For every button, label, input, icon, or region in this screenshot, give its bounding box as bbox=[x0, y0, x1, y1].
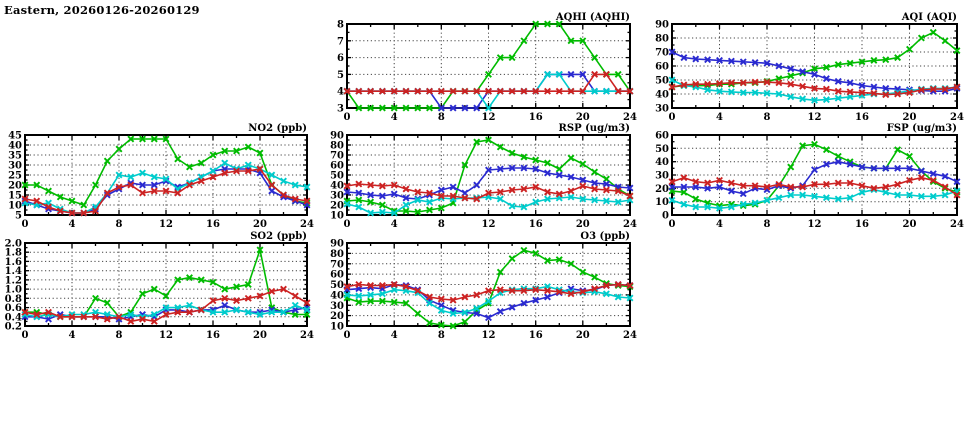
o3-y-tick-label: 50 bbox=[330, 280, 344, 291]
rsp-series-green bbox=[344, 137, 633, 215]
rsp-y-tick-label: 10 bbox=[330, 210, 344, 222]
so2-y-tick-label: 1.4 bbox=[4, 266, 22, 278]
no2-chart-canvas bbox=[1, 120, 317, 243]
so2-y-tick-label: 0.8 bbox=[4, 293, 22, 305]
no2-x-tick-label: 24 bbox=[300, 219, 314, 230]
fsp-x-tick-label: 24 bbox=[950, 219, 964, 230]
fsp-y-tick-label: 60 bbox=[655, 130, 669, 142]
so2-chart bbox=[1, 228, 317, 354]
so2-y-tick-label: 2.0 bbox=[4, 238, 22, 250]
no2-y-tick-label: 25 bbox=[8, 170, 22, 182]
rsp-chart bbox=[323, 120, 640, 243]
no2-y-tick-label: 15 bbox=[8, 190, 22, 202]
rsp-x-tick-label: 4 bbox=[390, 219, 398, 230]
aqi-y-tick-label: 60 bbox=[655, 61, 669, 73]
aqhi-y-tick-label: 8 bbox=[337, 19, 344, 31]
rsp-x-tick-label: 16 bbox=[528, 219, 543, 230]
so2-y-tick-label: 1.8 bbox=[4, 247, 22, 259]
no2-y-tick-label: 30 bbox=[8, 160, 22, 172]
o3-markers-cyan bbox=[344, 284, 633, 317]
fsp-series-cyan bbox=[669, 187, 960, 211]
so2-y-tick-label: 1.2 bbox=[4, 275, 22, 287]
aqi-x-tick-label: 16 bbox=[855, 112, 869, 123]
aqhi-x-tick-label: 20 bbox=[575, 112, 590, 123]
fsp-y-tick-label: 40 bbox=[655, 157, 669, 169]
no2-y-tick-label: 35 bbox=[8, 150, 22, 162]
aqhi-x-tick-label: 24 bbox=[623, 112, 637, 123]
o3-y-tick-label: 60 bbox=[330, 269, 344, 281]
rsp-y-tick-label: 60 bbox=[330, 160, 344, 172]
fsp-y-tick-label: 30 bbox=[655, 170, 669, 182]
aqhi-chart-title: AQHI (AQHI) bbox=[555, 12, 630, 23]
aqi-x-tick-label: 24 bbox=[950, 112, 964, 123]
aqi-y-tick-label: 50 bbox=[655, 75, 669, 87]
aqi-y-tick-label: 80 bbox=[655, 33, 669, 45]
so2-chart-canvas bbox=[1, 228, 317, 354]
o3-series-cyan bbox=[344, 284, 633, 317]
so2-x-tick-label: 0 bbox=[21, 330, 29, 341]
aqi-y-tick-label: 70 bbox=[655, 47, 669, 59]
aqhi-x-tick-label: 8 bbox=[437, 112, 445, 123]
so2-x-tick-label: 20 bbox=[253, 330, 267, 341]
no2-y-tick-label: 40 bbox=[8, 140, 22, 152]
so2-chart-title: SO2 (ppb) bbox=[250, 231, 307, 242]
o3-x-tick-label: 4 bbox=[390, 330, 398, 341]
rsp-chart-canvas bbox=[323, 120, 640, 243]
no2-x-tick-label: 16 bbox=[206, 219, 220, 230]
fsp-x-tick-label: 0 bbox=[668, 219, 676, 230]
o3-y-tick-label: 70 bbox=[330, 259, 344, 271]
aqhi-x-tick-label: 4 bbox=[390, 112, 398, 123]
no2-markers-cyan bbox=[22, 160, 310, 216]
o3-y-tick-label: 30 bbox=[330, 300, 344, 312]
aqhi-x-tick-label: 12 bbox=[481, 112, 496, 123]
so2-y-tick-label: 1.0 bbox=[4, 284, 22, 296]
fsp-gridlines bbox=[673, 136, 956, 214]
no2-x-tick-label: 20 bbox=[253, 219, 267, 230]
o3-x-tick-label: 12 bbox=[481, 330, 496, 341]
aqi-x-tick-label: 12 bbox=[807, 112, 822, 123]
no2-x-tick-label: 4 bbox=[68, 219, 76, 230]
aqi-y-tick-label: 90 bbox=[655, 19, 669, 31]
page-title: Eastern, 20260126-20260129 bbox=[4, 3, 200, 17]
fsp-chart-title: FSP (ug/m3) bbox=[886, 123, 957, 134]
o3-y-tick-label: 80 bbox=[330, 248, 344, 260]
o3-chart-canvas bbox=[323, 228, 640, 354]
so2-y-tick-label: 0.6 bbox=[4, 303, 22, 315]
aqhi-y-tick-label: 5 bbox=[337, 69, 344, 81]
rsp-x-tick-label: 8 bbox=[437, 219, 445, 230]
rsp-x-tick-label: 12 bbox=[481, 219, 496, 230]
aqi-y-tick-label: 30 bbox=[655, 103, 669, 115]
aqhi-y-tick-label: 4 bbox=[337, 86, 344, 98]
aqi-chart-canvas bbox=[648, 9, 967, 136]
rsp-markers-green bbox=[344, 137, 633, 215]
fsp-y-tick-label: 50 bbox=[655, 143, 669, 155]
fsp-y-tick-label: 10 bbox=[655, 197, 669, 209]
rsp-y-tick-label: 20 bbox=[330, 200, 344, 212]
fsp-y-tick-label: 20 bbox=[655, 183, 669, 195]
so2-x-tick-label: 4 bbox=[68, 330, 76, 341]
no2-y-tick-label: 45 bbox=[8, 130, 22, 142]
rsp-x-tick-label: 20 bbox=[575, 219, 590, 230]
aqhi-x-tick-label: 0 bbox=[343, 112, 351, 123]
o3-x-tick-label: 20 bbox=[575, 330, 590, 341]
no2-x-tick-label: 0 bbox=[21, 219, 29, 230]
no2-x-tick-label: 12 bbox=[159, 219, 173, 230]
so2-y-tick-label: 0.4 bbox=[4, 312, 22, 324]
aqi-gridlines bbox=[673, 25, 956, 107]
aqi-y-tick-label: 40 bbox=[655, 89, 669, 101]
fsp-x-tick-label: 20 bbox=[902, 219, 917, 230]
rsp-series-red bbox=[344, 181, 633, 202]
so2-y-tick-label: 0.2 bbox=[4, 321, 22, 333]
aqhi-y-tick-label: 3 bbox=[337, 103, 344, 115]
rsp-y-tick-label: 50 bbox=[330, 170, 344, 182]
fsp-y-tick-label: 0 bbox=[662, 210, 669, 222]
aqi-chart-title: AQI (AQI) bbox=[901, 12, 957, 23]
aqi-x-tick-label: 4 bbox=[716, 112, 723, 123]
rsp-x-tick-label: 0 bbox=[343, 219, 351, 230]
no2-series-cyan bbox=[22, 160, 310, 216]
o3-y-tick-label: 40 bbox=[330, 290, 344, 302]
o3-x-tick-label: 8 bbox=[437, 330, 445, 341]
no2-chart bbox=[1, 120, 317, 243]
no2-y-tick-label: 20 bbox=[8, 180, 22, 192]
rsp-y-tick-label: 40 bbox=[330, 180, 344, 192]
o3-x-tick-label: 24 bbox=[623, 330, 637, 341]
o3-y-tick-label: 90 bbox=[330, 238, 344, 250]
so2-x-tick-label: 12 bbox=[159, 330, 173, 341]
fsp-x-tick-label: 8 bbox=[763, 219, 771, 230]
so2-y-tick-label: 1.6 bbox=[4, 256, 22, 268]
rsp-chart-title: RSP (ug/m3) bbox=[558, 123, 630, 134]
rsp-y-tick-label: 80 bbox=[330, 140, 344, 152]
o3-y-tick-label: 20 bbox=[330, 311, 344, 323]
rsp-markers-red bbox=[344, 181, 633, 202]
rsp-y-tick-label: 70 bbox=[330, 150, 344, 162]
aqhi-chart bbox=[323, 9, 640, 136]
fsp-chart bbox=[648, 120, 967, 243]
so2-gridlines bbox=[26, 244, 306, 325]
fsp-x-tick-label: 12 bbox=[807, 219, 822, 230]
so2-x-tick-label: 8 bbox=[115, 330, 123, 341]
fsp-chart-canvas bbox=[648, 120, 967, 243]
no2-y-tick-label: 5 bbox=[15, 210, 22, 222]
fsp-x-tick-label: 16 bbox=[855, 219, 869, 230]
aqhi-y-tick-label: 6 bbox=[337, 53, 344, 65]
aqhi-y-tick-label: 7 bbox=[337, 36, 344, 48]
rsp-gridlines bbox=[348, 136, 629, 214]
rsp-x-tick-label: 24 bbox=[623, 219, 637, 230]
so2-x-tick-label: 24 bbox=[300, 330, 314, 341]
aqhi-x-tick-label: 16 bbox=[528, 112, 543, 123]
no2-y-tick-label: 10 bbox=[8, 200, 22, 212]
aqhi-gridlines bbox=[348, 25, 629, 107]
fsp-x-tick-label: 4 bbox=[716, 219, 723, 230]
so2-x-tick-label: 16 bbox=[206, 330, 220, 341]
no2-chart-title: NO2 (ppb) bbox=[248, 123, 307, 134]
o3-y-tick-label: 10 bbox=[330, 321, 344, 333]
o3-chart-title: O3 (ppb) bbox=[580, 231, 630, 242]
aqi-x-tick-label: 8 bbox=[763, 112, 771, 123]
rsp-y-tick-label: 90 bbox=[330, 130, 344, 142]
o3-chart bbox=[323, 228, 640, 354]
no2-x-tick-label: 8 bbox=[115, 219, 123, 230]
aqi-x-tick-label: 0 bbox=[668, 112, 676, 123]
aqi-x-tick-label: 20 bbox=[902, 112, 917, 123]
aqi-chart bbox=[648, 9, 967, 136]
aqhi-chart-canvas bbox=[323, 9, 640, 136]
o3-x-tick-label: 0 bbox=[343, 330, 351, 341]
o3-x-tick-label: 16 bbox=[528, 330, 543, 341]
rsp-y-tick-label: 30 bbox=[330, 190, 344, 202]
